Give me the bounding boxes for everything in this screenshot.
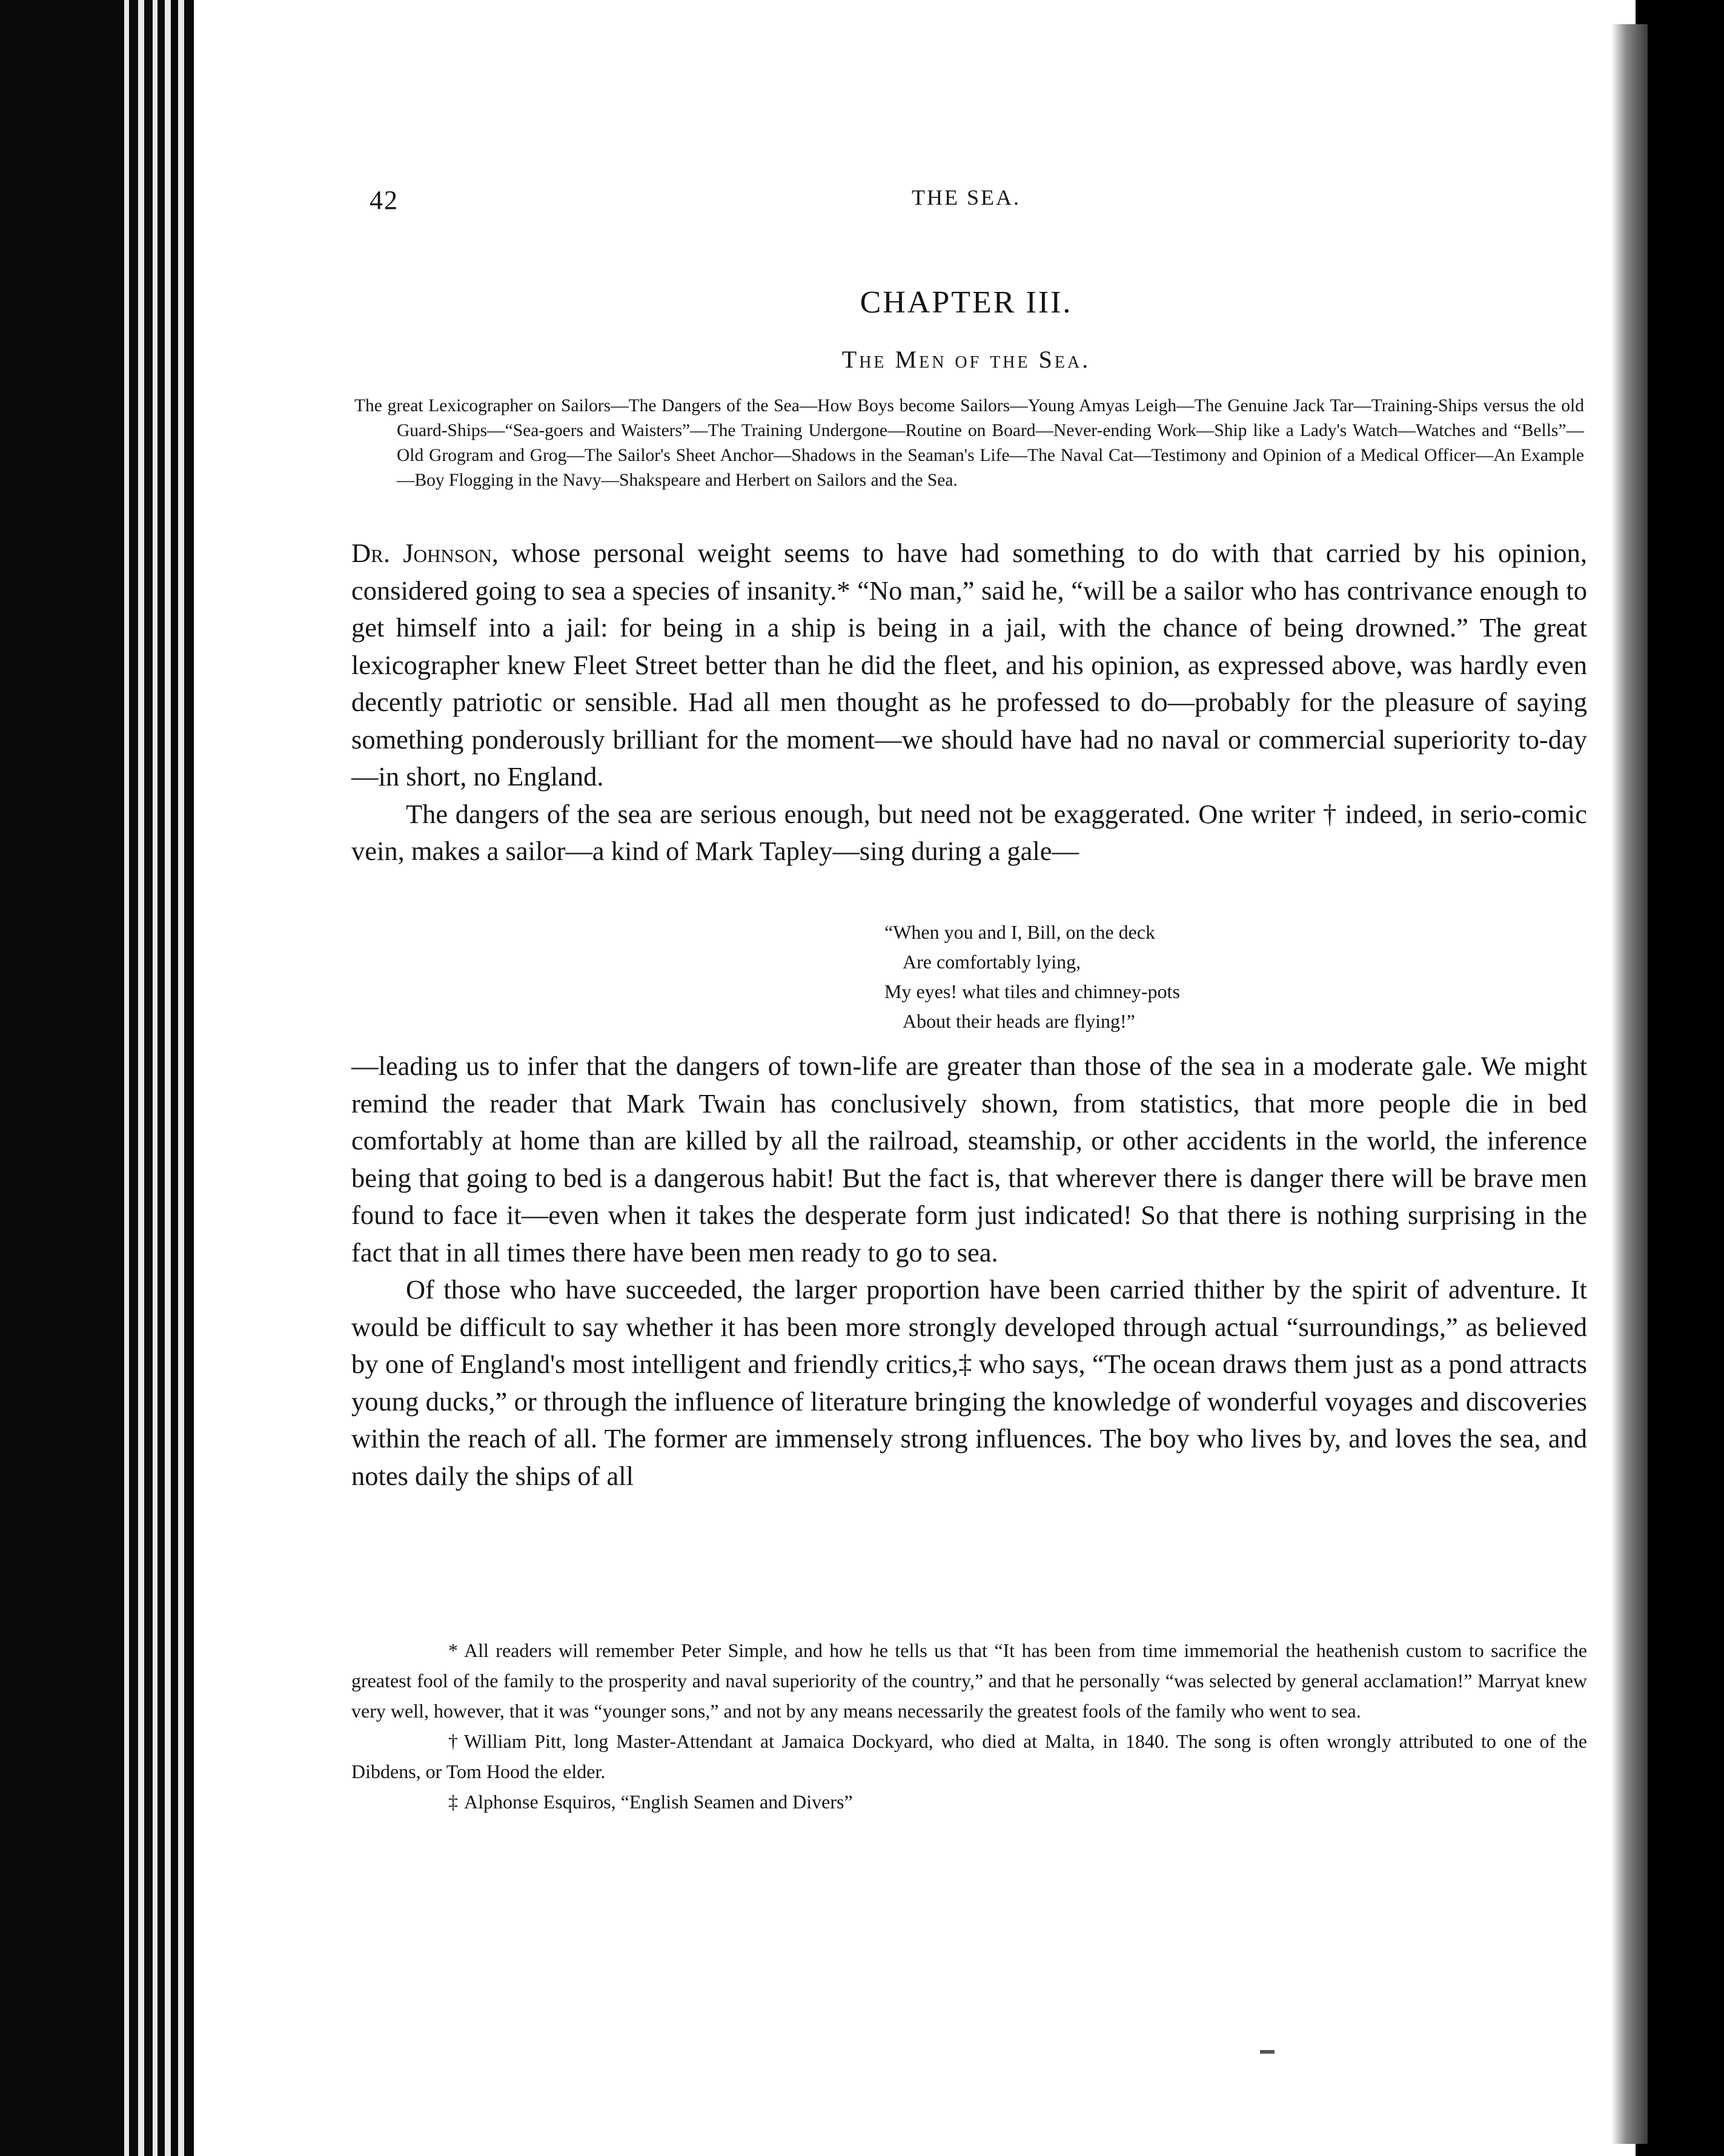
verse-line: “When you and I, Bill, on the deck <box>884 921 1155 943</box>
footnote-2 <box>351 1726 1587 1787</box>
paragraph-3: —leading us to infer that the dangers of town-life are greater than those of the sea in a moderate gale. We might remind the reader that Mark Twain has conclusively shown, from statistics, that more people die in bed comfortably at home than are killed by all the railroad, steamship, or other accidents in the world, the inference being that going to bed is a dangerous habit! But the fact is, that wherever there is danger there will be brave men found to face it—even when it takes the desperate form just indicated! So that there is nothing surprising in the fact that in all times there have been men ready to go to sea. <box>351 1051 1587 1268</box>
running-title: THE SEA. <box>912 185 1021 210</box>
footnote-3-text: Alphonse Esquiros, “English Seamen and Divers” <box>464 1791 853 1813</box>
asterisk-icon: * <box>448 1639 458 1661</box>
chapter-title: CHAPTER III. <box>860 285 1073 320</box>
page-number: 42 <box>370 185 399 215</box>
ink-smudge <box>1260 2050 1275 2054</box>
binding-page-edge <box>178 0 184 2156</box>
page-header <box>370 185 1563 221</box>
book-page <box>194 0 1636 2156</box>
paragraph-1-text: whose personal weight seems to have had something to do with that carried by his opinion, considered going to sea a species of insanity.* “No man,” said he, “will be a sailor who has contrivance enough to get himself into a jail: for being in a ship is being in a jail, with the chance of being drowned.” The great lexicographer knew Fleet Street better than he did the fleet, and his opinion, as expressed above, was hardly even decently patriotic or sensible. Had all men thought as he professed to do—probably for the pleasure of saying something ponderously brilliant for the moment—we should have had no naval or commercial superiority to-day—in short, no England. <box>351 538 1588 792</box>
paragraph-2: The dangers of the sea are serious enough, but need not be exaggerated. One writer † indeed, in serio-comic vein, makes a sailor—a kind of Mark Tapley—sing during a gale— <box>351 798 1587 866</box>
footnote-2-text: William Pitt, long Master-Attendant at Jamaica Dockyard, who died at Malta, in 1840. The song is often wrongly attributed to one of the Dibdens, or Tom Hood the elder. <box>351 1730 1587 1782</box>
body-text-bottom <box>351 1048 1587 1495</box>
body-text-top <box>351 535 1587 870</box>
verse-line: My eyes! what tiles and chimney-pots <box>884 980 1180 1002</box>
verse-quote <box>884 918 1180 1036</box>
page-curl-shadow <box>1611 24 1648 2144</box>
paragraph-4: Of those who have succeeded, the larger proportion have been carried thither by the spirit of adventure. It would be difficult to say whether it has been more strongly developed through actual “surroundings,” as believed by one of England's most intelligent and friendly critics,‡ who says, “The ocean draws them just as a pond attracts young ducks,” or through the influence of literature bringing the knowledge of wonderful voyages and discoveries within the reach of all. The former are immensely strong influences. The boy who lives by, and loves the sea, and notes daily the ships of all <box>351 1274 1587 1491</box>
dagger-icon: † <box>448 1730 458 1752</box>
chapter-synopsis <box>354 394 1584 493</box>
double-dagger-icon: ‡ <box>448 1791 458 1813</box>
binding-page-edge <box>138 0 144 2156</box>
footnote-1-text: All readers will remember Peter Simple, and how he tells us that “It has been from time immemorial the heathenish custom to sacrifice the greatest fool of the family to the prosperity and naval superiority of the country,” and that he personally “was selected by general acclamation!” Marryat knew very well, however, that it was “younger sons,” and not by any means necessarily the greatest fools of the family who went to sea. <box>351 1639 1587 1722</box>
binding-page-edge <box>165 0 171 2156</box>
verse-line: Are comfortably lying, <box>903 951 1081 973</box>
binding-page-edge <box>153 0 157 2156</box>
verse-line: About their heads are flying!” <box>903 1010 1135 1032</box>
footnote-1 <box>351 1635 1587 1726</box>
paragraph-1-lead: Dr. Johnson, <box>351 538 499 568</box>
footnote-3 <box>351 1787 1587 1817</box>
chapter-synopsis-text: The great Lexicographer on Sailors—The Dangers of the Sea—How Boys become Sailors—Young Amyas Leigh—The Genuine Jack Tar—Training-Ships versus the old Guard-Ships—“Sea-goers and Waisters”—The Training Undergone—Routine on Board—Never-ending Work—Ship like a Lady's Watch—Watches and “Bells”—Old Grogram and Grog—The Sailor's Sheet Anchor—Shadows in the Seaman's Life—The Naval Cat—Testimony and Opinion of a Medical Officer—An Example—Boy Flogging in the Navy—Shakspeare and Herbert on Sailors and the Sea. <box>354 396 1584 490</box>
book-binding-edge <box>0 0 194 2156</box>
chapter-subtitle: The Men of the Sea. <box>841 346 1091 373</box>
binding-page-edge <box>124 0 129 2156</box>
footnotes <box>351 1635 1587 1817</box>
paragraph-1 <box>351 535 1587 796</box>
scan-background-right <box>1648 0 1724 2156</box>
